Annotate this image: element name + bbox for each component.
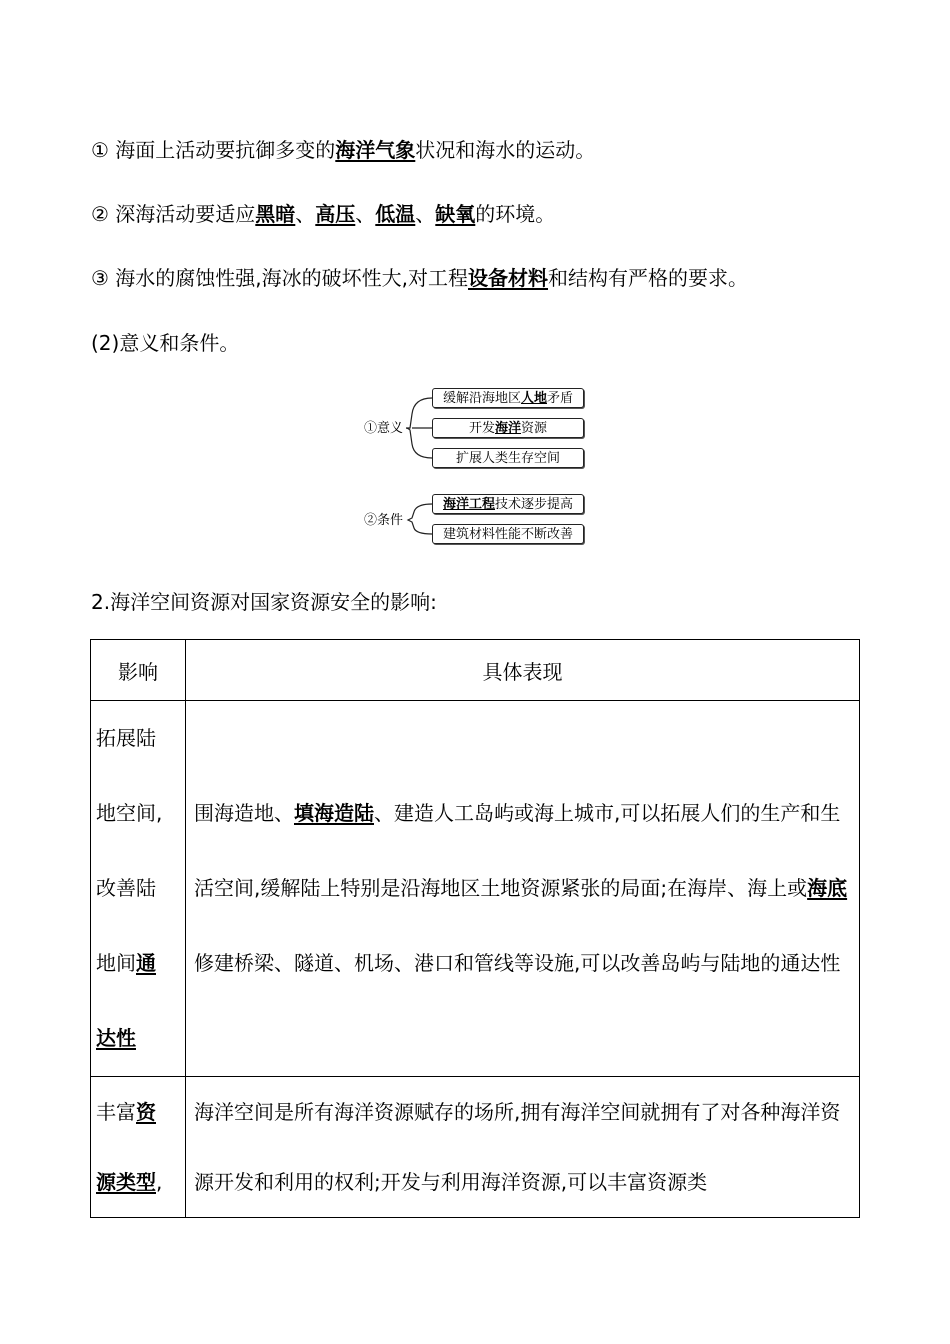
section-heading-impact: 2.海洋空间资源对国家资源安全的影响:	[91, 590, 437, 614]
keyword: 高压	[315, 202, 356, 226]
text: ② 深海活动要适应	[91, 202, 256, 226]
meaning-item: 缓解沿海地区人地矛盾	[432, 388, 584, 408]
keyword: 海洋气象	[335, 138, 416, 162]
condition-item: 海洋工程技术逐步提高	[432, 494, 584, 514]
keyword: 缺氧	[435, 202, 476, 226]
text: ③ 海水的腐蚀性强,海冰的破坏性大,对工程	[91, 266, 469, 290]
keyword: 黑暗	[255, 202, 296, 226]
meaning-item: 开发海洋资源	[432, 418, 584, 438]
condition-item: 建筑材料性能不断改善	[432, 524, 584, 544]
text: 和结构有严格的要求。	[548, 266, 749, 290]
header-impact: 影响	[91, 640, 186, 701]
keyword: 低温	[375, 202, 416, 226]
paragraph-sea-surface	[91, 136, 595, 164]
text: 、	[415, 202, 436, 226]
text: 的环境。	[475, 202, 556, 226]
impact-table	[90, 639, 860, 1218]
text: 、	[355, 202, 376, 226]
impact-cell: 丰富资 源类型,	[91, 1077, 186, 1218]
impact-cell: 拓展陆 地空间, 改善陆 地间通 达性	[91, 701, 186, 1077]
condition-label: ②条件	[364, 513, 404, 528]
paragraph-corrosion	[91, 264, 748, 292]
meaning-item: 扩展人类生存空间	[432, 448, 584, 468]
keyword: 设备材料	[468, 266, 549, 290]
text: 状况和海水的运动。	[415, 138, 596, 162]
details-cell: 海洋空间是所有海洋资源赋存的场所,拥有海洋空间就拥有了对各种海洋资源开发和利用的权利;开发与利用海洋资源,可以丰富资源类	[186, 1077, 860, 1218]
text: ① 海面上活动要抗御多变的	[91, 138, 336, 162]
paragraph-deep-sea	[91, 200, 555, 228]
details-cell: 围海造地、填海造陆、建造人工岛屿或海上城市,可以拓展人们的生产和生活空间,缓解陆上特别是沿海地区土地资源紧张的局面;在海岸、海上或海底修建桥梁、隧道、机场、港口和管线等设施,可以改善岛屿与陆地的通达性	[186, 701, 860, 1077]
section-heading-meaning: (2)意义和条件。	[91, 331, 240, 355]
table-row	[91, 1077, 860, 1218]
text: 、	[295, 202, 316, 226]
table-row	[91, 701, 860, 1077]
meaning-label: ①意义	[364, 421, 404, 436]
header-details: 具体表现	[186, 640, 860, 701]
meaning-condition-diagram	[358, 384, 590, 550]
table-header-row	[91, 640, 860, 701]
